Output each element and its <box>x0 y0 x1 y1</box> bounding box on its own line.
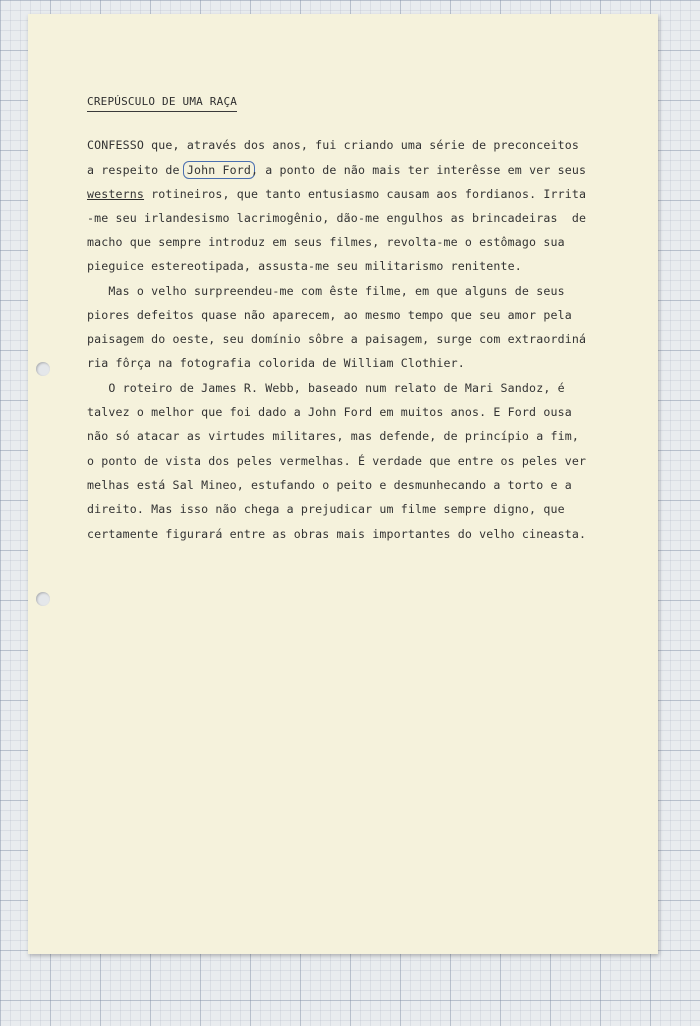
punch-hole <box>36 592 50 606</box>
text-fragment: , a ponto de não mais ter interêsse em ver seus <box>251 163 587 177</box>
text-line: ria fôrça na fotografia colorida de William Clothier. <box>87 356 465 370</box>
text-line <box>87 187 586 201</box>
document-title: CREPÚSCULO DE UMA RAÇA <box>87 95 237 112</box>
text-line: -me seu irlandesismo lacrimogênio, dão-me engulhos as brincadeiras de <box>87 211 587 225</box>
text-line: talvez o melhor que foi dado a John Ford em muitos anos. E Ford ousa <box>87 405 572 419</box>
text-line: pieguice estereotipada, assusta-me seu militarismo renitente. <box>87 259 522 273</box>
text-line: piores defeitos quase não aparecem, ao mesmo tempo que seu amor pela <box>87 308 572 322</box>
circled-name: John Ford <box>183 161 255 179</box>
text-line: direito. Mas isso não chega a prejudicar um filme sempre digno, que <box>87 502 565 516</box>
text-line: O roteiro de James R. Webb, baseado num relato de Mari Sandoz, é <box>87 381 565 395</box>
text-fragment: rotineiros, que tanto entusiasmo causam aos fordianos. Irrita <box>144 187 587 201</box>
text-line: não só atacar as virtudes militares, mas defende, de princípio a fim, <box>87 429 579 443</box>
text-line: certamente figurará entre as obras mais importantes do velho cineasta. <box>87 527 587 541</box>
text-line: CONFESSO que, através dos anos, fui criando uma série de preconceitos <box>87 138 579 152</box>
text-line: melhas está Sal Mineo, estufando o peito e desmunhecando a torto e a <box>87 478 572 492</box>
text-line: Mas o velho surpreendeu-me com êste filme, em que alguns de seus <box>87 284 565 298</box>
text-line <box>87 163 586 177</box>
underlined-word: westerns <box>87 187 145 201</box>
punch-hole <box>36 362 50 376</box>
text-line: o ponto de vista dos peles vermelhas. É verdade que entre os peles ver <box>87 454 587 468</box>
text-line: macho que sempre introduz em seus filmes, revolta-me o estômago sua <box>87 235 565 249</box>
text-line: paisagem do oeste, seu domínio sôbre a paisagem, surge com extraordiná <box>87 332 587 346</box>
text-fragment: a respeito de <box>87 163 187 177</box>
